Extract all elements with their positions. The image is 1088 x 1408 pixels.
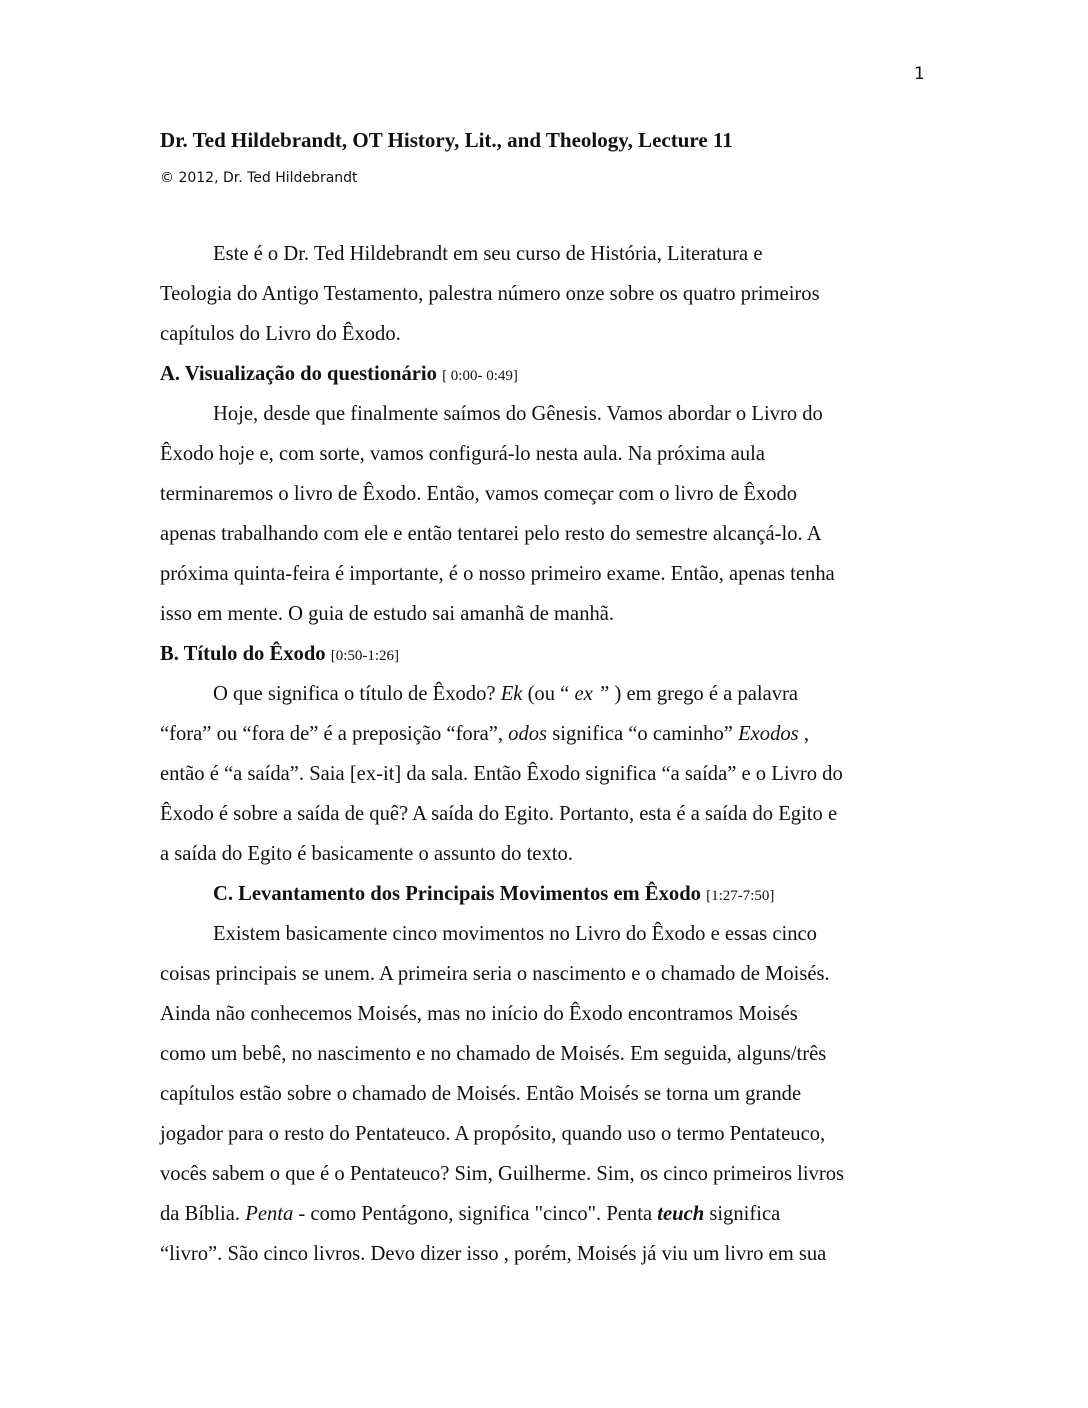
greek-term: Penta [245,1203,294,1225]
paragraph-line: próxima quinta-feira é importante, é o nosso primeiro exame. Então, apenas tenha [160,563,835,585]
section-a-timestamp: [ 0:00- 0:49] [442,368,518,384]
paragraph-line: Ainda não conhecemos Moisés, mas no início do Êxodo encontramos Moisés [160,1003,798,1025]
intro-line: Este é o Dr. Ted Hildebrandt em seu curso de História, Literatura e [213,243,763,265]
paragraph-line: terminaremos o livro de Êxodo. Então, vamos começar com o livro de Êxodo [160,483,798,505]
paragraph-line: “livro”. São cinco livros. Devo dizer isso , porém, Moisés já viu um livro em sua [160,1243,827,1265]
page-number: 1 [914,64,925,84]
greek-term: ex ” [574,683,610,705]
text-run: ) em grego é a palavra [609,683,799,705]
paragraph-line: apenas trabalhando com ele e então tentarei pelo resto do semestre alcançá-lo. A [160,523,822,545]
text-run: da Bíblia. [160,1203,246,1225]
paragraph-line: Êxodo é sobre a saída de quê? A saída do Egito. Portanto, esta é a saída do Egito e [160,803,838,825]
section-b-title: B. Título do Êxodo [160,643,326,665]
paragraph-line: coisas principais se unem. A primeira seria o nascimento e o chamado de Moisés. [160,963,830,985]
paragraph-line: a saída do Egito é basicamente o assunto do texto. [160,843,573,865]
paragraph-line: capítulos estão sobre o chamado de Moisés. Então Moisés se torna um grande [160,1083,802,1105]
paragraph-line [160,714,940,754]
intro-line: Teologia do Antigo Testamento, palestra número onze sobre os quatro primeiros [160,283,820,305]
document-title: Dr. Ted Hildebrandt, OT History, Lit., and Theology, Lecture 11 [160,128,733,152]
greek-term: teuch [657,1203,705,1225]
text-run: significa “o caminho” [547,723,739,745]
text-run: , [798,723,809,745]
section-b-heading [160,634,940,674]
text-run: significa [704,1203,781,1225]
paragraph-line: jogador para o resto do Pentateuco. A propósito, quando uso o termo Pentateuco, [160,1123,826,1145]
lecture-body [160,234,940,1274]
greek-term: Ek [500,683,523,705]
greek-term: Exodos [738,723,799,745]
text-run: - como Pentágono, significa "cinco". Penta [293,1203,658,1225]
intro-line: capítulos do Livro do Êxodo. [160,323,401,345]
greek-term: odos [508,723,548,745]
paragraph-line: Existem basicamente cinco movimentos no Livro do Êxodo e essas cinco [213,923,817,945]
section-b-timestamp: [0:50-1:26] [330,648,400,664]
paragraph-line [160,674,940,714]
copyright-notice: © 2012, Dr. Ted Hildebrandt [160,170,358,186]
paragraph-line: então é “a saída”. Saia [ex-it] da sala. Então Êxodo significa “a saída” e o Livro do [160,763,843,785]
paragraph-line: Hoje, desde que finalmente saímos do Gênesis. Vamos abordar o Livro do [213,403,823,425]
text-run: O que significa o título de Êxodo? [213,683,501,705]
paragraph-line: isso em mente. O guia de estudo sai amanhã de manhã. [160,603,615,625]
section-c-timestamp: [1:27-7:50] [706,888,775,904]
section-a-title: A. Visualização do questionário [160,363,437,385]
section-c-title: C. Levantamento dos Principais Movimentos em Êxodo [213,883,701,905]
section-c-heading [160,874,940,914]
text-run: (ou “ [522,683,575,705]
paragraph-line: vocês sabem o que é o Pentateuco? Sim, Guilherme. Sim, os cinco primeiros livros [160,1163,845,1185]
section-a-heading [160,354,940,394]
text-run: “fora” ou “fora de” é a preposição “fora”, [160,723,509,745]
paragraph-line: como um bebê, no nascimento e no chamado de Moisés. Em seguida, alguns/três [160,1043,827,1065]
paragraph-line [160,1194,940,1234]
paragraph-line: Êxodo hoje e, com sorte, vamos configurá-lo nesta aula. Na próxima aula [160,443,766,465]
